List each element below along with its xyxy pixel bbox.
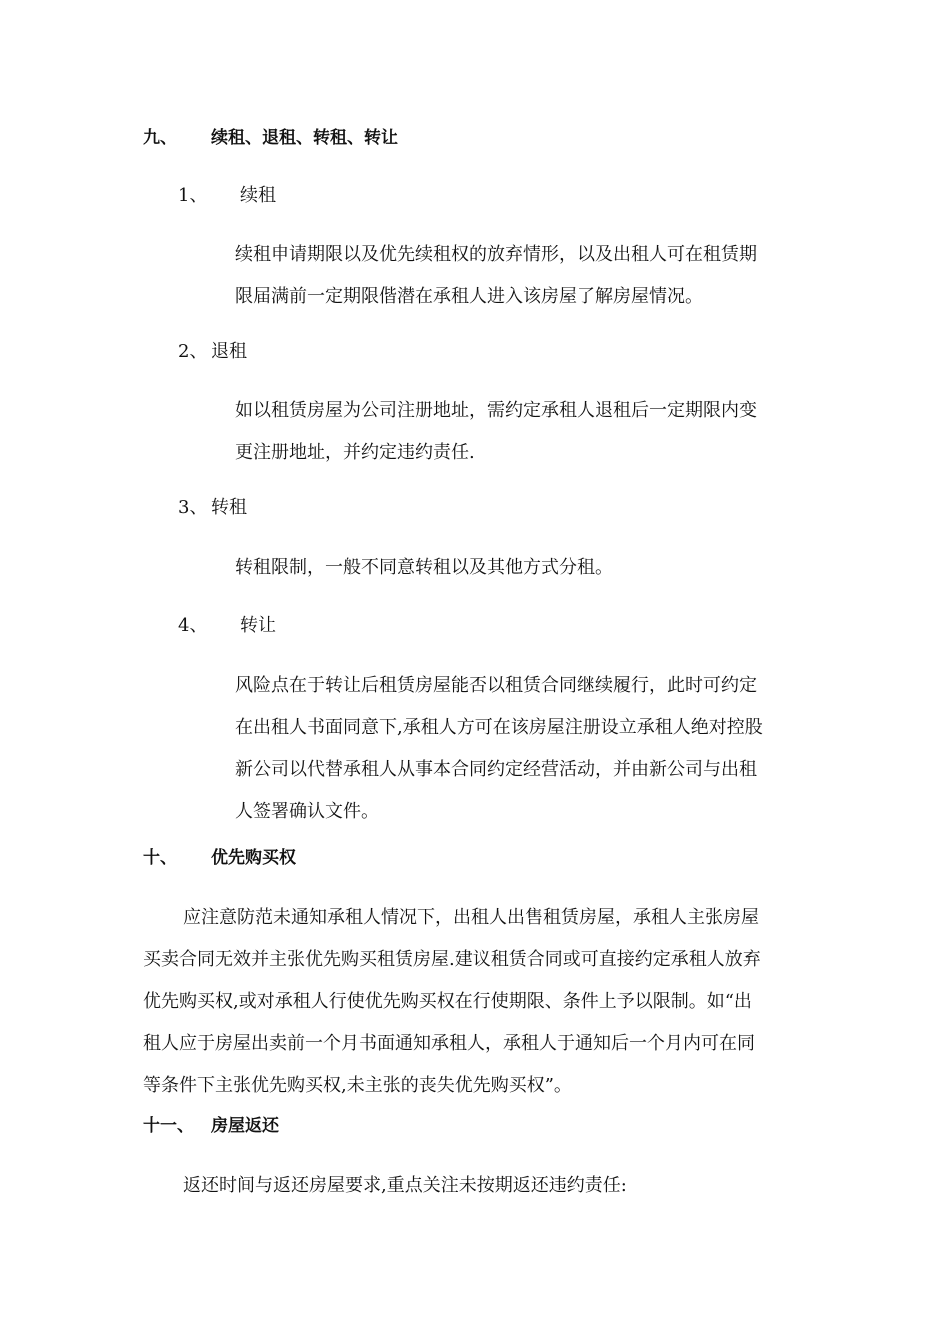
subsection-number: 4、	[178, 615, 208, 636]
section-number: 十一、	[143, 1116, 194, 1136]
subsection-paragraph	[235, 665, 805, 833]
paragraph-line: 优先购买权,或对承租人行使优先购买权在行使期限、条件上予以限制。如“出	[143, 991, 752, 1012]
subsection-number: 2、	[178, 341, 208, 362]
subsection-title: 转租	[211, 497, 247, 518]
subsection-number: 1、	[178, 185, 208, 206]
section-title: 续租、退租、转租、转让	[211, 128, 398, 148]
paragraph-line: 在出租人书面同意下,承租人方可在该房屋注册设立承租人绝对控股	[235, 717, 763, 738]
paragraph-line: 如以租赁房屋为公司注册地址，需约定承租人退租后一定期限内变	[235, 400, 757, 421]
paragraph-line: 转租限制，一般不同意转租以及其他方式分租。	[235, 557, 613, 578]
paragraph-line: 人签署确认文件。	[235, 801, 379, 822]
section-paragraph	[143, 1165, 805, 1207]
subsection-title: 转让	[240, 615, 276, 636]
subsection-paragraph	[235, 547, 805, 589]
section-number: 十、	[143, 848, 177, 868]
subsection-title: 续租	[240, 185, 276, 206]
section-number: 九、	[143, 128, 177, 148]
paragraph-line: 买卖合同无效并主张优先购买租赁房屋.建议租赁合同或可直接约定承租人放弃	[143, 949, 761, 970]
subsection-paragraph	[235, 390, 805, 474]
paragraph-line: 等条件下主张优先购买权,未主张的丧失优先购买权”。	[143, 1075, 572, 1096]
paragraph-line: 限届满前一定期限偕潜在承租人进入该房屋了解房屋情况。	[235, 286, 703, 307]
paragraph-line: 返还时间与返还房屋要求,重点关注未按期返还违约责任:	[183, 1175, 627, 1196]
paragraph-line: 新公司以代替承租人从事本合同约定经营活动，并由新公司与出租	[235, 759, 757, 780]
subsection-paragraph	[235, 234, 805, 318]
section-paragraph	[143, 897, 805, 1107]
paragraph-line: 风险点在于转让后租赁房屋能否以租赁合同继续履行，此时可约定	[235, 675, 757, 696]
paragraph-line: 更注册地址，并约定违约责任.	[235, 442, 475, 463]
section-title: 房屋返还	[211, 1116, 279, 1136]
paragraph-line: 租人应于房屋出卖前一个月书面通知承租人，承租人于通知后一个月内可在同	[143, 1033, 755, 1054]
section-title: 优先购买权	[211, 848, 296, 868]
paragraph-line: 续租申请期限以及优先续租权的放弃情形，以及出租人可在租赁期	[235, 244, 757, 265]
subsection-title: 退租	[211, 341, 247, 362]
paragraph-line: 应注意防范未通知承租人情况下，出租人出售租赁房屋，承租人主张房屋	[183, 907, 759, 928]
subsection-number: 3、	[178, 497, 208, 518]
